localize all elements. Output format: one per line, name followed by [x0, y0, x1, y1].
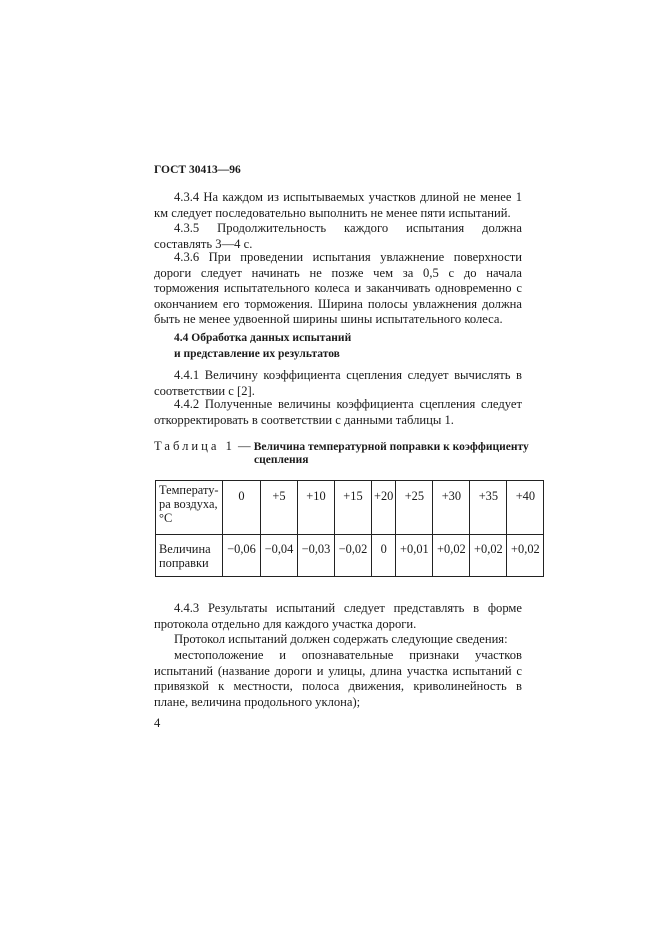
paragraph-4-4-2: 4.4.2 Полученные величины коэффициента сцепления следует откорректировать в соответствии с данными таблицы 1.: [154, 397, 522, 427]
table-cell: 0: [223, 481, 261, 535]
table-cell: −0,04: [261, 535, 298, 577]
table-cell: +5: [261, 481, 298, 535]
paragraph-4-4-3: 4.4.3 Результаты испытаний следует представлять в форме протокола отдельно для каждого участка дороги.: [154, 601, 522, 631]
table-cell: +30: [433, 481, 470, 535]
row-label-line: ра воздуха,: [159, 497, 218, 511]
table-cell: +0,02: [470, 535, 507, 577]
table-cell: −0,03: [298, 535, 335, 577]
table-cell: 0: [372, 535, 396, 577]
row-label-line: Температу-: [159, 483, 219, 497]
row-label-line: Величина: [159, 542, 211, 556]
table-cell: +10: [298, 481, 335, 535]
row-label-line: поправки: [159, 556, 209, 570]
row-label-correction: [156, 535, 223, 577]
table-cell: +15: [335, 481, 372, 535]
paragraph-4-4-1: 4.4.1 Величину коэффициента сцепления следует вычислять в соответствии с [2].: [154, 368, 522, 398]
paragraph-4-3-4: 4.3.4 На каждом из испытываемых участков длиной не менее 1 км следует последовательно выполнить не менее пяти испытаний.: [154, 190, 522, 220]
table-cell: +0,01: [396, 535, 433, 577]
table-cell: +20: [372, 481, 396, 535]
row-label-line: °С: [159, 511, 173, 525]
table-cell: +35: [470, 481, 507, 535]
table-cell: +25: [396, 481, 433, 535]
document-header: ГОСТ 30413—96: [154, 164, 241, 176]
table-caption-label: Таблица 1: [154, 439, 235, 453]
paragraph-location: местоположение и опознавательные признаки участков испытаний (название дороги и улицы, длина участка испытаний с привязкой к местности, полоса движения, криволинейность в плане, величина продольного уклона);: [154, 648, 522, 709]
table-cell: −0,02: [335, 535, 372, 577]
section-heading-4-4: [174, 330, 351, 362]
section-heading-line-1: 4.4 Обработка данных испытаний: [174, 332, 352, 344]
paragraph-4-3-5: 4.3.5 Продолжительность каждого испытания должна составлять 3—4 с.: [154, 221, 522, 251]
table-row-temperature: [156, 481, 544, 535]
page-number: 4: [154, 716, 161, 730]
table-caption-title: Величина температурной поправки к коэффициенту: [253, 441, 529, 453]
table-caption-dash: —: [234, 439, 254, 453]
temperature-correction-table: [155, 480, 544, 577]
section-heading-line-2: и представление их результатов: [174, 348, 340, 360]
paragraph-protocol: Протокол испытаний должен содержать следующие сведения:: [174, 632, 508, 646]
table-row-correction: [156, 535, 544, 577]
paragraph-4-3-6: 4.3.6 При проведении испытания увлажнение поверхности дороги следует начинать не позже чем за 0,5 с до начала торможения испытательного колеса и заканчивать одновременно с окончанием его торможения. Ширина полосы увлажнения должна быть не менее удвоенной ширины шины испытательного колеса.: [154, 250, 522, 327]
table-cell: −0,06: [223, 535, 261, 577]
table-caption-title-cont: сцепления: [254, 454, 309, 466]
table-cell: +0,02: [507, 535, 544, 577]
table-cell: +40: [507, 481, 544, 535]
table-caption: [154, 439, 529, 454]
table-cell: +0,02: [433, 535, 470, 577]
row-label-temperature: [156, 481, 223, 535]
